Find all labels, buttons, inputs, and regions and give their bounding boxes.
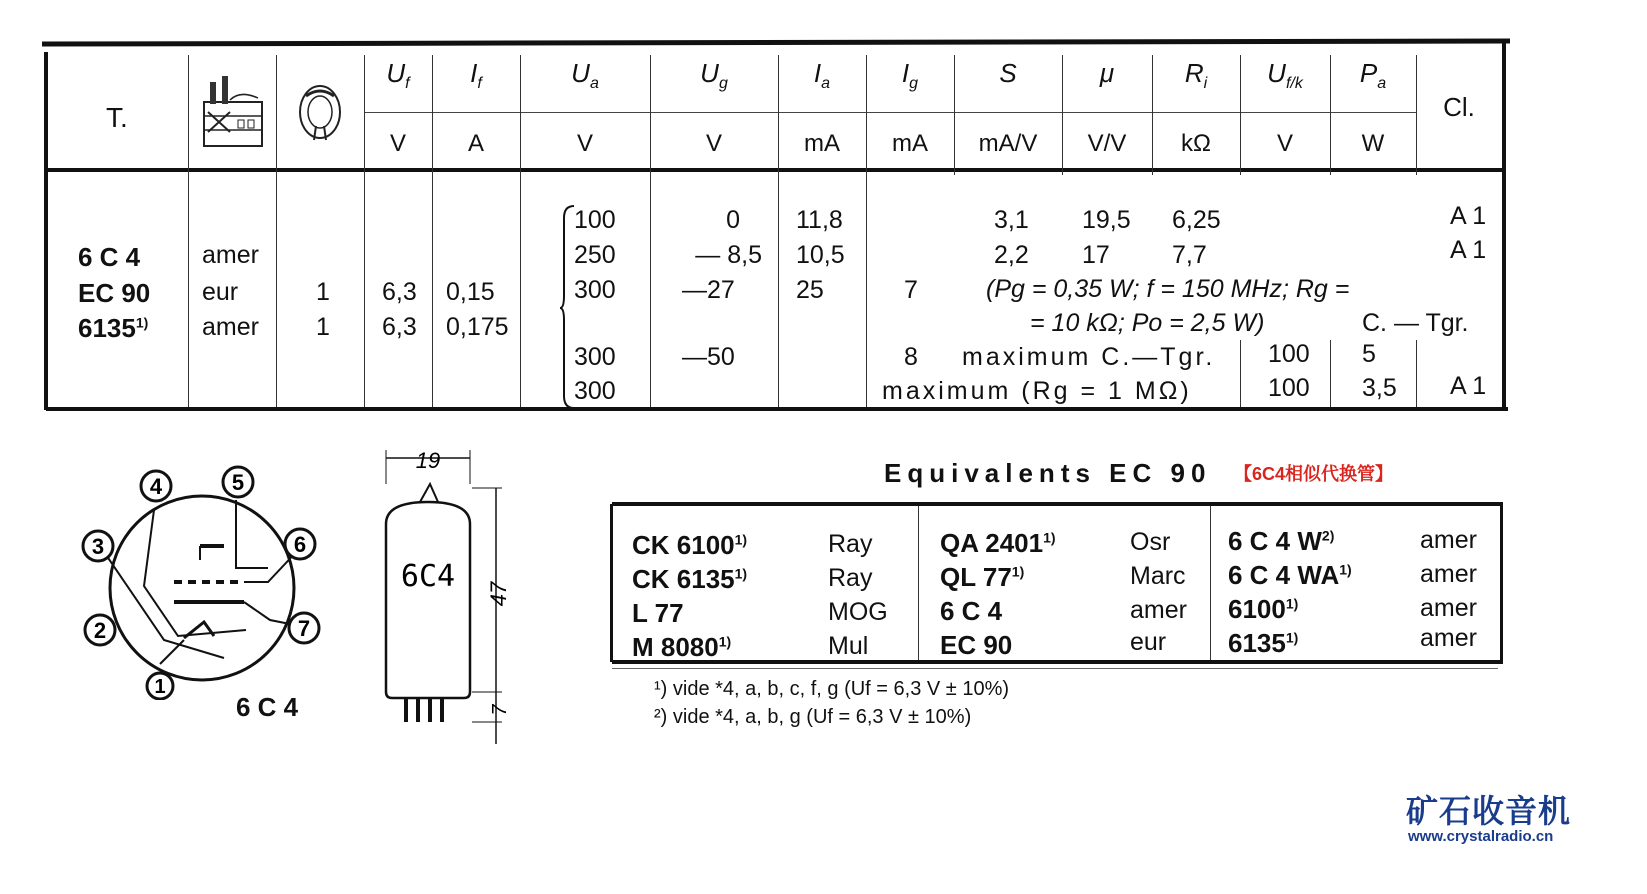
tube-outline-drawing [376,444,516,754]
manufacturer: Ray [828,530,873,558]
col-divider [432,55,433,407]
unit-ug: V [705,130,722,157]
equivalent-tube: 6135$^{1)}$ [1228,628,1299,658]
col-divider [1240,340,1241,407]
class-value: A 1 [1450,202,1487,230]
col-divider [520,55,521,407]
eq-top-border [612,502,1502,506]
if-value: 0,175 [446,313,509,341]
header-uf: $U_f$ [386,58,410,93]
site-url: www.crystalradio.cn [1408,828,1554,845]
uf-value: 6,3 [382,313,417,341]
tube-base-icon [296,82,344,144]
class-value: A 1 [1450,236,1487,264]
base-number: 1 [316,278,330,306]
eq-bottom-border [612,660,1502,664]
equivalent-tube: CK 6135$^{1)}$ [632,564,748,594]
oscillator-conditions: = 10 kΩ; Po = 2,5 W) [1030,309,1265,337]
maximum-note: maximum C.—Tgr. [962,343,1216,371]
manufacturer: Mul [828,632,869,660]
equivalents-title-note: 【6C4相似代换管】 [1234,464,1394,484]
ua-value: 300 [574,377,616,405]
ia-value: 11,8 [796,206,843,234]
eq-col-divider [1210,506,1211,660]
equivalent-tube: EC 90 [940,630,1013,660]
unit-if: A [467,130,484,157]
eq-left-border [610,504,613,662]
mu-value: 19,5 [1082,206,1131,234]
ug-value: —50 [682,343,735,371]
s-value: 3,1 [994,206,1029,234]
header-ua: $U_a$ [571,58,599,93]
unit-s: mA/V [978,130,1038,157]
svg-text:6C4: 6C4 [400,559,456,594]
unit-row-divider [364,112,1416,113]
header-class: Cl. [1443,92,1475,122]
header-type: T. [106,102,128,133]
equivalent-tube: CK 6100$^{1)}$ [632,530,748,560]
ug-value: — 8,5 [695,241,762,269]
if-value: 0,15 [446,278,495,306]
manufacturer: amer [1130,596,1187,624]
header-if: $I_f$ [470,58,482,93]
equivalent-tube: 6 C 4 $W^{2)}$ [1228,526,1335,556]
unit-pa: W [1361,130,1385,157]
footnote: ²) vide *4, a, b, g (Uf = 6,3 V ± 10%) [654,706,972,728]
equivalent-tube: QA 2401$^{1)}$ [940,528,1056,558]
unit-mu: V/V [1087,130,1127,157]
header-ug: $U_g$ [700,58,728,93]
ig-value: 8 [904,343,918,371]
ia-value: 25 [796,276,824,304]
col-divider [1330,340,1331,407]
origin: amer [202,241,259,269]
equivalent-tube: 6 C 4 [940,596,1003,626]
uf-value: 6,3 [382,278,417,306]
ug-value: —27 [682,276,735,304]
header-ri: $R_i$ [1184,58,1208,93]
manufacturer: amer [1420,624,1477,652]
manufacturer: amer [1420,560,1477,588]
manufacturer: Ray [828,564,873,592]
svg-text:7: 7 [489,704,511,716]
mu-value: 17 [1082,241,1110,269]
header-mu: μ [1099,58,1115,88]
manufacturer: amer [1420,526,1477,554]
site-logo-text: 矿石收音机 [1406,793,1572,829]
header-pa: $P_a$ [1359,58,1387,93]
unit-ua: V [576,130,593,157]
manufacturer: Osr [1130,528,1171,556]
type-name: 6 C 4 [78,242,141,272]
unit-ig: mA [892,130,928,157]
ufk-value: 100 [1268,340,1310,368]
footnote-rule [612,668,1498,669]
svg-text:19: 19 [415,448,441,473]
pin-3 [83,531,113,561]
origin: eur [202,278,239,306]
unit-ia: mA [804,130,840,157]
equivalent-tube: QL 77$^{1)}$ [940,562,1025,592]
equivalent-tube: 6 C 4 WA$^{1)}$ [1228,560,1352,590]
header-ig: $I_g$ [901,58,919,93]
oscillator-conditions: (Pg = 0,35 W; f = 150 MHz; Rg = [986,275,1350,303]
pin-7 [289,613,319,643]
header-s: S [999,58,1017,88]
ri-value: 7,7 [1172,241,1207,269]
pin-1 [147,673,173,699]
ua-value: 100 [574,206,616,234]
equivalent-tube: M 8080$^{1)}$ [632,632,732,662]
unit-ri: kΩ [1181,130,1211,157]
type-name: EC 90 [78,278,151,308]
header-ia: $I_a$ [813,58,831,93]
equivalents-title: Equivalents EC 90 [884,458,1212,488]
footnote: ¹) vide *4, a, b, c, f, g (Uf = 6,3 V ± 10%) [654,678,1010,700]
manufacturer: Marc [1130,562,1186,590]
oscillator-class: C. — Tgr. [1362,309,1469,337]
table-right-border [1502,40,1506,410]
pin-4 [141,471,171,501]
ug-value: 0 [726,206,740,234]
pin-6 [285,529,315,559]
col-divider [778,55,779,407]
table-left-border [44,52,48,410]
col-divider [866,55,867,407]
table-bottom-border [46,407,1508,411]
col-divider [364,55,365,407]
manufacturer: MOG [828,598,888,626]
table-header-divider [46,168,1506,172]
header-ufk: $U_{f/k}$ [1267,58,1303,93]
svg-text:2: 2 [93,618,107,643]
base-number: 1 [316,313,330,341]
pin-5 [223,467,253,497]
ig-value: 7 [904,276,918,304]
ua-value: 300 [574,343,616,371]
svg-text:47: 47 [486,581,511,607]
eq-right-border [1500,502,1503,664]
table-top-border [42,38,1510,46]
class-value: A 1 [1450,372,1487,400]
svg-text:6: 6 [293,532,307,557]
col-divider [1416,340,1417,407]
origin: amer [202,313,259,341]
manufacturer: eur [1130,628,1167,656]
ri-value: 6,25 [1172,206,1221,234]
unit-ufk: V [1276,130,1293,157]
pin-2 [85,615,115,645]
application-icon [200,72,266,150]
manufacturer: amer [1420,594,1477,622]
ia-value: 10,5 [796,241,845,269]
eq-col-divider [918,506,919,660]
col-divider [188,55,189,407]
pa-value: 3,5 [1362,374,1397,402]
unit-uf: V [389,130,406,157]
svg-text:5: 5 [231,470,245,495]
pin-diagram [74,460,334,700]
ua-value: 300 [574,276,616,304]
ufk-value: 100 [1268,374,1310,402]
equivalent-tube: L 77 [632,598,684,628]
col-divider [276,55,277,407]
ua-value: 250 [574,241,616,269]
pa-value: 5 [1362,340,1376,368]
maximum-note: maximum (Rg = 1 MΩ) [882,377,1192,405]
svg-text:4: 4 [149,474,163,499]
svg-text:3: 3 [91,534,105,559]
s-value: 2,2 [994,241,1029,269]
type-name: 6135$^{1)}$ [78,313,149,343]
svg-text:1: 1 [154,676,166,698]
svg-text:7: 7 [297,616,311,641]
equivalent-tube: 6100$^{1)}$ [1228,594,1299,624]
pin-diagram-label: 6 C 4 [236,692,299,722]
